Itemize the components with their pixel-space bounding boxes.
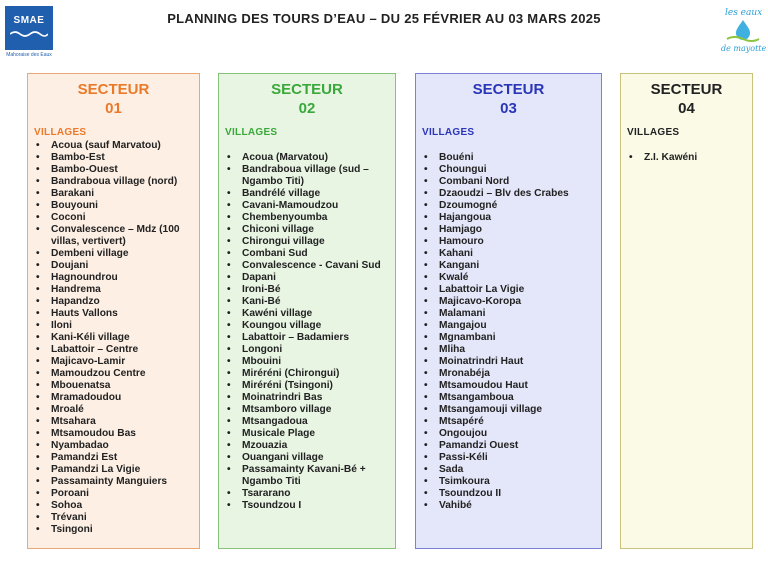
village-item: • Mtsangamboua <box>422 392 595 404</box>
villages-heading: VILLAGES <box>422 127 475 138</box>
village-item: • Majicavo-Koropa <box>422 296 595 308</box>
village-item: • Sada <box>422 464 595 476</box>
village-item: • Cavani-Mamoudzou <box>225 200 389 212</box>
village-item: • Pamandzi Est <box>34 452 193 464</box>
logo-right-line2: de mayotte <box>721 44 767 53</box>
village-item: • Hapandzo <box>34 296 193 308</box>
village-item: • Bandraboua village (sud – Ngambo Titi) <box>225 164 389 188</box>
village-item: • Kwalé <box>422 272 595 284</box>
village-item: • Doujani <box>34 260 193 272</box>
sector-name: SECTEUR <box>650 81 723 98</box>
villages-heading: VILLAGES <box>627 127 680 138</box>
eaux-de-mayotte-logo <box>721 8 765 52</box>
village-item: • Pamandzi La Vigie <box>34 464 193 476</box>
sector-02-panel <box>218 73 396 549</box>
village-item: • Mliha <box>422 344 595 356</box>
village-item: • Mamoudzou Centre <box>34 368 193 380</box>
village-item: • Tsimkoura <box>422 476 595 488</box>
logo-right-line1: les eaux <box>725 8 763 18</box>
village-item: • Poroani <box>34 488 193 500</box>
village-item: • Convalescence – Mdz (100 villas, vertivert) <box>34 224 193 248</box>
village-item: • Sohoa <box>34 500 193 512</box>
village-item: • Acoua (sauf Marvatou) <box>34 140 193 152</box>
sector-04-panel <box>620 73 753 549</box>
sector-name: SECTEUR <box>271 81 343 98</box>
village-item: • Labattoir La Vigie <box>422 284 595 296</box>
village-item: • Mtsangamouji village <box>422 404 595 416</box>
village-item: • Choungui <box>422 164 595 176</box>
village-list <box>34 140 193 536</box>
village-item: • Mangajou <box>422 320 595 332</box>
village-item: • Bandrélé village <box>225 188 389 200</box>
village-item: • Iloni <box>34 320 193 332</box>
village-item: • Vahibé <box>422 500 595 512</box>
village-item: • Chembenyoumba <box>225 212 389 224</box>
village-item: • Miréréni (Tsingoni) <box>225 380 389 392</box>
sector-03-panel <box>415 73 602 549</box>
sector-title <box>225 80 389 118</box>
village-item: • Bouyouni <box>34 200 193 212</box>
smae-logo-text: SMAE <box>13 15 45 26</box>
village-item: • Ongoujou <box>422 428 595 440</box>
village-item: • Passamainty Manguiers <box>34 476 193 488</box>
villages-heading: VILLAGES <box>34 127 87 138</box>
smae-logo-subtitle: Mahoraise des Eaux <box>6 52 52 58</box>
village-item: • Combani Sud <box>225 248 389 260</box>
village-item: • Moinatrindri Bas <box>225 392 389 404</box>
sector-title <box>422 80 595 118</box>
villages-heading: VILLAGES <box>225 127 278 138</box>
village-item: • Kani-Bé <box>225 296 389 308</box>
village-list <box>225 152 389 512</box>
village-item: • Pamandzi Ouest <box>422 440 595 452</box>
village-item: • Bandraboua village (nord) <box>34 176 193 188</box>
village-item: • Ouangani village <box>225 452 389 464</box>
sector-01-panel <box>27 73 200 549</box>
village-item: • Nyambadao <box>34 440 193 452</box>
village-item: • Tsingoni <box>34 524 193 536</box>
sector-name: SECTEUR <box>472 81 545 98</box>
sector-number: 04 <box>678 100 695 117</box>
village-item: • Mbouenatsa <box>34 380 193 392</box>
sector-number: 01 <box>105 100 122 117</box>
sector-name: SECTEUR <box>77 81 150 98</box>
village-item: • Kani-Kéli village <box>34 332 193 344</box>
village-item: • Labattoir – Centre <box>34 344 193 356</box>
village-item: • Handrema <box>34 284 193 296</box>
water-drop-icon <box>725 18 761 44</box>
village-item: • Labattoir – Badamiers <box>225 332 389 344</box>
village-item: • Barakani <box>34 188 193 200</box>
village-item: • Mbouini <box>225 356 389 368</box>
village-list <box>422 152 595 512</box>
village-item: • Mtsamboro village <box>225 404 389 416</box>
village-item: • Passamainty Kavani-Bé + Ngambo Titi <box>225 464 389 488</box>
village-item: • Hamjago <box>422 224 595 236</box>
village-item: • Mgnambani <box>422 332 595 344</box>
village-item: • Tsoundzou II <box>422 488 595 500</box>
village-item: • Mtsapéré <box>422 416 595 428</box>
sector-title <box>34 80 193 118</box>
village-item: • Malamani <box>422 308 595 320</box>
village-item: • Hagnoundrou <box>34 272 193 284</box>
page-title: PLANNING DES TOURS D’EAU – DU 25 FÉVRIER AU 03 MARS 2025 <box>167 11 601 26</box>
village-item: • Musicale Plage <box>225 428 389 440</box>
village-item: • Combani Nord <box>422 176 595 188</box>
village-item: • Bambo-Est <box>34 152 193 164</box>
village-list <box>627 152 746 164</box>
village-item: • Dapani <box>225 272 389 284</box>
village-item: • Bambo-Ouest <box>34 164 193 176</box>
village-item: • Passi-Kéli <box>422 452 595 464</box>
village-item: • Longoni <box>225 344 389 356</box>
village-item: • Acoua (Marvatou) <box>225 152 389 164</box>
village-item: • Mtsangadoua <box>225 416 389 428</box>
village-item: • Majicavo-Lamir <box>34 356 193 368</box>
village-item: • Mroalé <box>34 404 193 416</box>
village-item: • Ironi-Bé <box>225 284 389 296</box>
village-item: • Dembeni village <box>34 248 193 260</box>
village-item: • Kahani <box>422 248 595 260</box>
village-item: • Bouéni <box>422 152 595 164</box>
village-item: • Hajangoua <box>422 212 595 224</box>
village-item: • Convalescence - Cavani Sud <box>225 260 389 272</box>
sector-title <box>627 80 746 118</box>
village-item: • Mtsahara <box>34 416 193 428</box>
village-item: • Hamouro <box>422 236 595 248</box>
wave-icon <box>10 30 48 38</box>
village-item: • Chirongui village <box>225 236 389 248</box>
village-item: • Chiconi village <box>225 224 389 236</box>
village-item: • Tsararano <box>225 488 389 500</box>
village-item: • Mzouazia <box>225 440 389 452</box>
village-item: • Mronabéja <box>422 368 595 380</box>
village-item: • Trévani <box>34 512 193 524</box>
village-item: • Dzaoudzi – Blv des Crabes <box>422 188 595 200</box>
village-item: • Kangani <box>422 260 595 272</box>
village-item: • Mtsamoudou Haut <box>422 380 595 392</box>
village-item: • Tsoundzou I <box>225 500 389 512</box>
village-item: • Koungou village <box>225 320 389 332</box>
village-item: • Z.I. Kawéni <box>627 152 746 164</box>
village-item: • Moinatrindri Haut <box>422 356 595 368</box>
village-item: • Dzoumogné <box>422 200 595 212</box>
village-item: • Coconi <box>34 212 193 224</box>
village-item: • Kawéni village <box>225 308 389 320</box>
village-item: • Miréréni (Chirongui) <box>225 368 389 380</box>
village-item: • Mramadoudou <box>34 392 193 404</box>
village-item: • Mtsamoudou Bas <box>34 428 193 440</box>
village-item: • Hauts Vallons <box>34 308 193 320</box>
sector-number: 03 <box>500 100 517 117</box>
sector-number: 02 <box>298 100 316 117</box>
